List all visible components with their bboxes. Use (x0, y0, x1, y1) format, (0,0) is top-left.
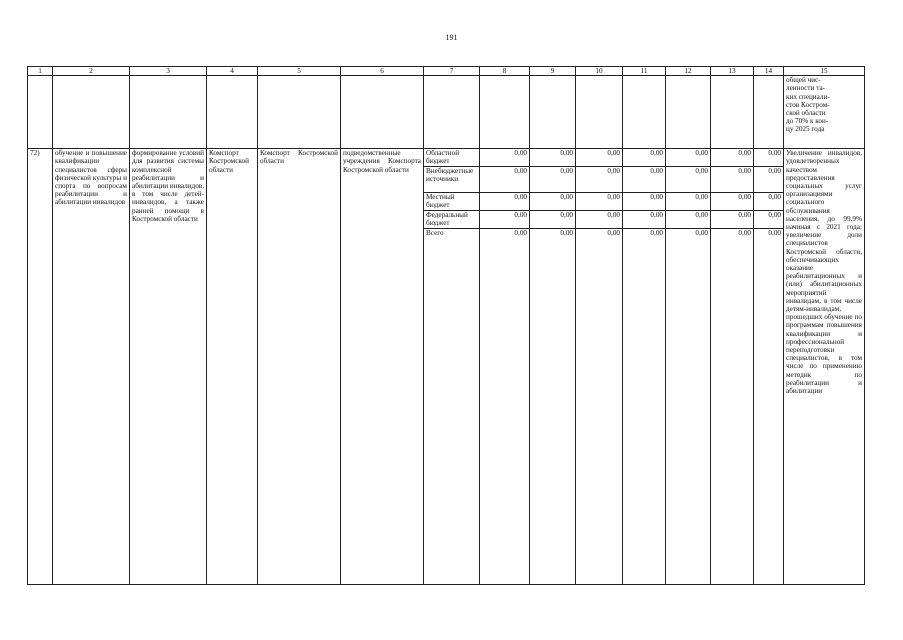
row-number: 72) (28, 149, 53, 585)
continuation-text: общей чис- ленности та- ких специали- стов Костром- ской области до 70% к кон- цу 2025 года (784, 76, 865, 149)
value-cell: 0,00 (480, 167, 529, 193)
header-cell: 10 (576, 67, 623, 76)
value-cell: 0,00 (666, 211, 710, 229)
expected-result: Увеличение инвалидов, удовлетворенных качеством предоставления социальных услуг организациями социального обслуживания населения, до 99,9% начиная с 2021 года; увеличение доли специалистов Костромской области, обеспечивающих оказание реабилитационных и (или) абилитационных мероприятий инвалидам, в том числе детям-инвалидам, прошедших обучение по программам повышения квалификации и профессиональной переподготовки специалистов, в том числе по применению методик по реабилитации и абилитации (784, 149, 865, 585)
budget-table (27, 66, 865, 585)
value-cell: 0,00 (576, 149, 622, 167)
header-cell: 1 (28, 67, 53, 76)
header-cell: 14 (754, 67, 784, 76)
value-cell: 0,00 (530, 211, 575, 229)
header-cell: 3 (130, 67, 207, 76)
header-row (28, 67, 865, 76)
value-cell: 0,00 (530, 193, 575, 211)
value-cell: 0,00 (666, 193, 710, 211)
value-cell: 0,00 (623, 211, 665, 229)
value-cell: 0,00 (754, 167, 783, 193)
value-column (480, 149, 530, 585)
header-cell: 11 (623, 67, 666, 76)
value-cell: 0,00 (768, 229, 781, 238)
value-cell: 0,00 (623, 193, 665, 211)
header-cell: 6 (341, 67, 424, 76)
value-cell: 0,00 (530, 149, 575, 167)
funding-source: Федеральный бюджет (424, 211, 479, 229)
value-cell: 0,00 (650, 229, 663, 238)
funding-source: Внебюджетные источники (424, 167, 479, 193)
value-cell: 0,00 (754, 211, 783, 229)
value-column (666, 149, 711, 585)
header-cell: 5 (258, 67, 341, 76)
value-column (623, 149, 666, 585)
header-cell: 9 (530, 67, 576, 76)
funding-source: Всего (426, 229, 444, 238)
header-cell: 12 (666, 67, 711, 76)
header-cell: 15 (784, 67, 865, 76)
value-cell: 0,00 (607, 229, 620, 238)
value-cell: 0,00 (480, 149, 529, 167)
value-cell: 0,00 (711, 211, 753, 229)
responsible-executor: Комспорт Костромской области (207, 149, 258, 585)
header-cell: 2 (53, 67, 130, 76)
value-cell: 0,00 (576, 211, 622, 229)
value-column (711, 149, 754, 585)
value-cell: 0,00 (576, 167, 622, 193)
header-cell: 13 (711, 67, 754, 76)
header-cell: 8 (480, 67, 530, 76)
value-column (754, 149, 784, 585)
value-cell: 0,00 (738, 229, 751, 238)
co-executor: Комспорт Костромской области (258, 149, 341, 585)
value-cell: 0,00 (480, 211, 529, 229)
measure-goal: формирование условий для развития системы комплексной реабилитации и абилитации инвалидов, в том числе детей-инвалидов, а также ранней помощи в Костромской области (130, 149, 207, 585)
value-cell: 0,00 (754, 149, 783, 167)
funding-source: Местный бюджет (424, 193, 479, 211)
funding-sources (424, 149, 480, 585)
value-cell: 0,00 (666, 149, 710, 167)
value-column (576, 149, 623, 585)
value-cell: 0,00 (754, 193, 783, 211)
value-cell: 0,00 (576, 193, 622, 211)
value-cell: 0,00 (623, 149, 665, 167)
header-cell: 7 (424, 67, 480, 76)
value-cell: 0,00 (530, 167, 575, 193)
value-column (530, 149, 576, 585)
page-number: 191 (445, 33, 458, 42)
measure-name: обучение и повышение квалификации специалистов сферы физической культуры и спорта по вопросам реабилитации и абилитации инвалидов (53, 149, 130, 585)
value-cell: 0,00 (623, 167, 665, 193)
value-cell: 0,00 (666, 167, 710, 193)
value-cell: 0,00 (711, 167, 753, 193)
value-cell: 0,00 (480, 193, 529, 211)
value-cell: 0,00 (560, 229, 573, 238)
value-cell: 0,00 (514, 229, 527, 238)
value-cell: 0,00 (695, 229, 708, 238)
value-cell: 0,00 (711, 193, 753, 211)
table-row (28, 149, 865, 585)
header-cell: 4 (207, 67, 258, 76)
value-cell: 0,00 (711, 149, 753, 167)
funding-source: Областной бюджет (424, 149, 479, 167)
continuation-row (28, 76, 865, 149)
participants: подведомственные учреждения Комспорта Костромской области (341, 149, 424, 585)
